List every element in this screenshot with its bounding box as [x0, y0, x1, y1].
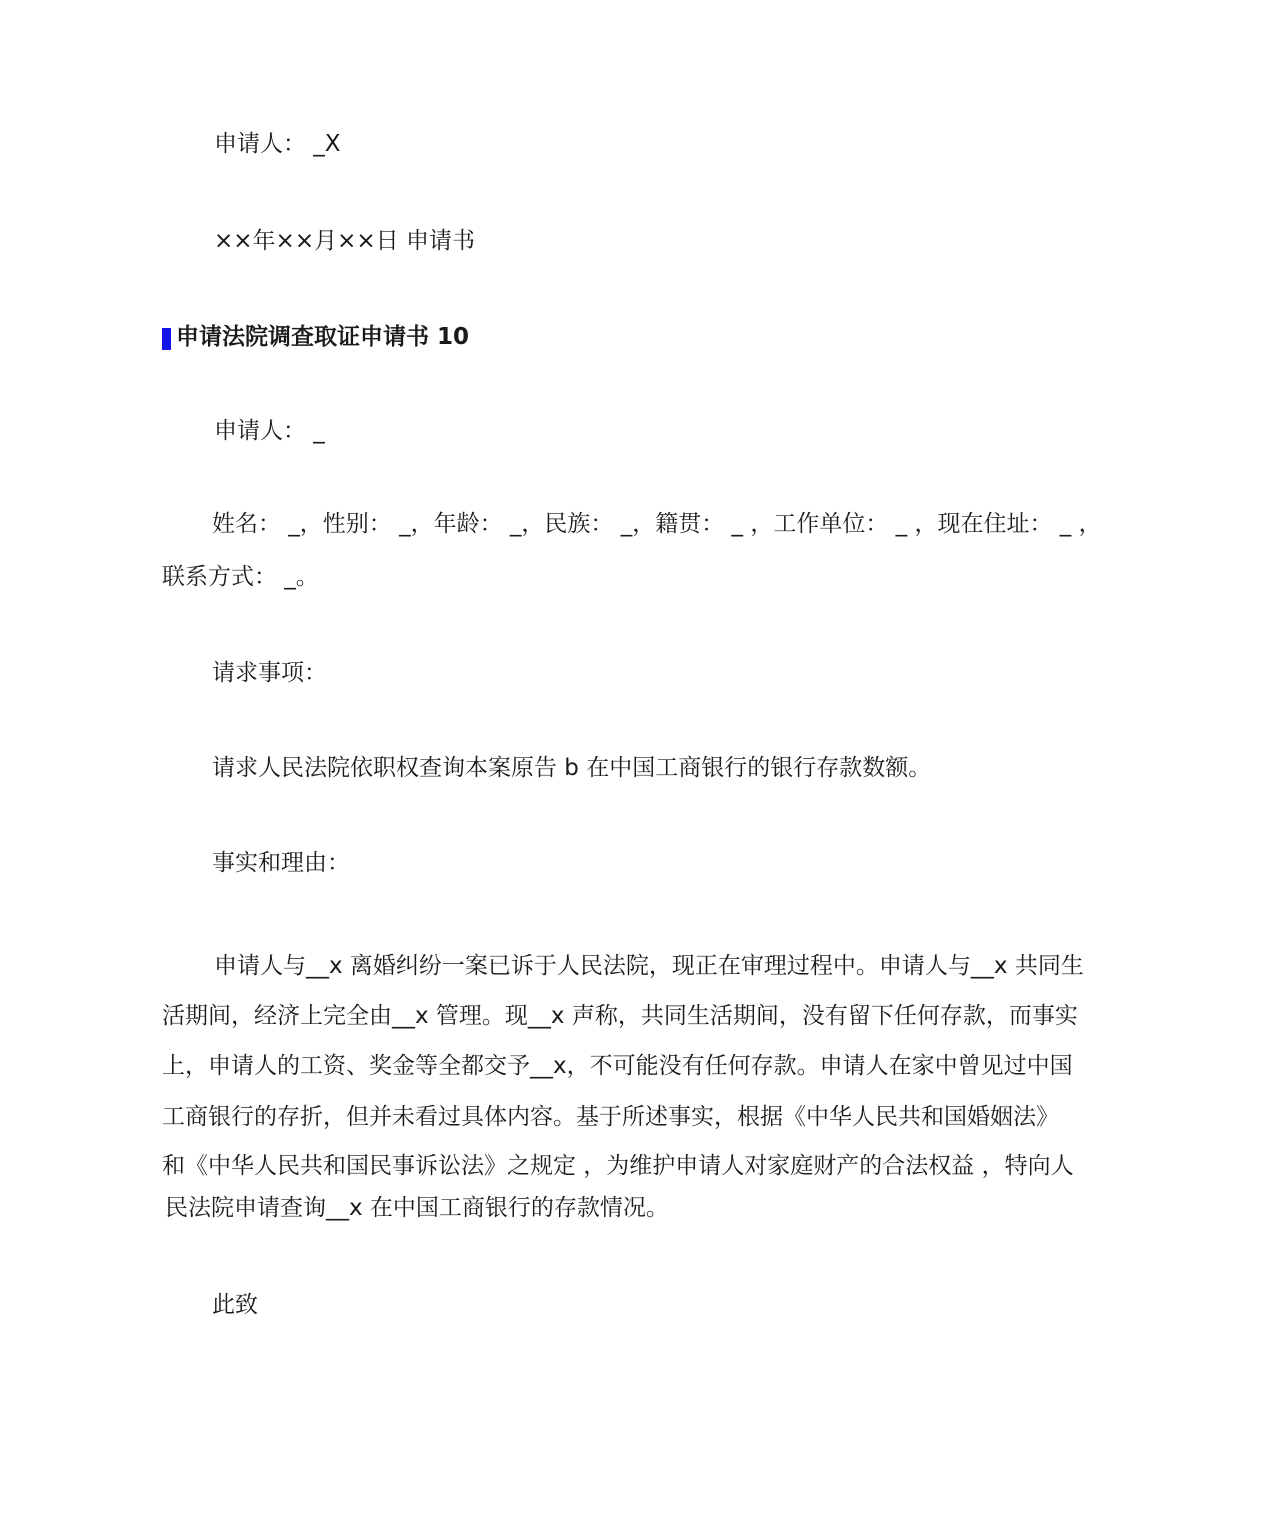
request-label: 请求事项：: [212, 660, 327, 686]
closing-line: 此致: [212, 1292, 258, 1318]
section-heading-text: 申请法院调查取证申请书 10: [176, 324, 470, 350]
applicant-line: 申请人： _: [214, 418, 325, 444]
paragraph-line: 姓名： _，性别： _，年龄： _，民族： _，籍贯： _ ，工作单位： _ ，现在住址： _ ，: [212, 511, 1102, 537]
heading-marker-icon: [162, 328, 171, 350]
applicant-signature-line: 申请人： _X: [214, 131, 341, 157]
request-text: 请求人民法院依职权查询本案原告 b 在中国工商银行的银行存款数额。: [212, 755, 932, 781]
facts-label: 事实和理由：: [212, 850, 350, 876]
paragraph-line: 申请人与__x 离婚纠纷一案已诉于人民法院，现正在审理过程中。申请人与__x 共同生: [214, 953, 1084, 979]
paragraph-line: 和《中华人民共和国民事诉讼法》之规定 ，为维护申请人对家庭财产的合法权益 ，特向人: [162, 1153, 1074, 1179]
paragraph-line: 工商银行的存折，但并未看过具体内容。基于所述事实，根据《中华人民共和国婚姻法》: [162, 1104, 1059, 1130]
date-title-line: ××年××月××日 申请书: [214, 228, 475, 254]
paragraph-line: 上，申请人的工资、奖金等全都交予__x，不可能没有任何存款。申请人在家中曾见过中国: [162, 1053, 1073, 1079]
section-heading: [162, 320, 469, 354]
paragraph-line: 联系方式： _。: [162, 564, 319, 590]
paragraph-line: 活期间，经济上完全由__x 管理。现__x 声称，共同生活期间，没有留下任何存款，而事实: [162, 1003, 1078, 1029]
paragraph-line: 民法院申请查询__x 在中国工商银行的存款情况。: [165, 1195, 669, 1221]
